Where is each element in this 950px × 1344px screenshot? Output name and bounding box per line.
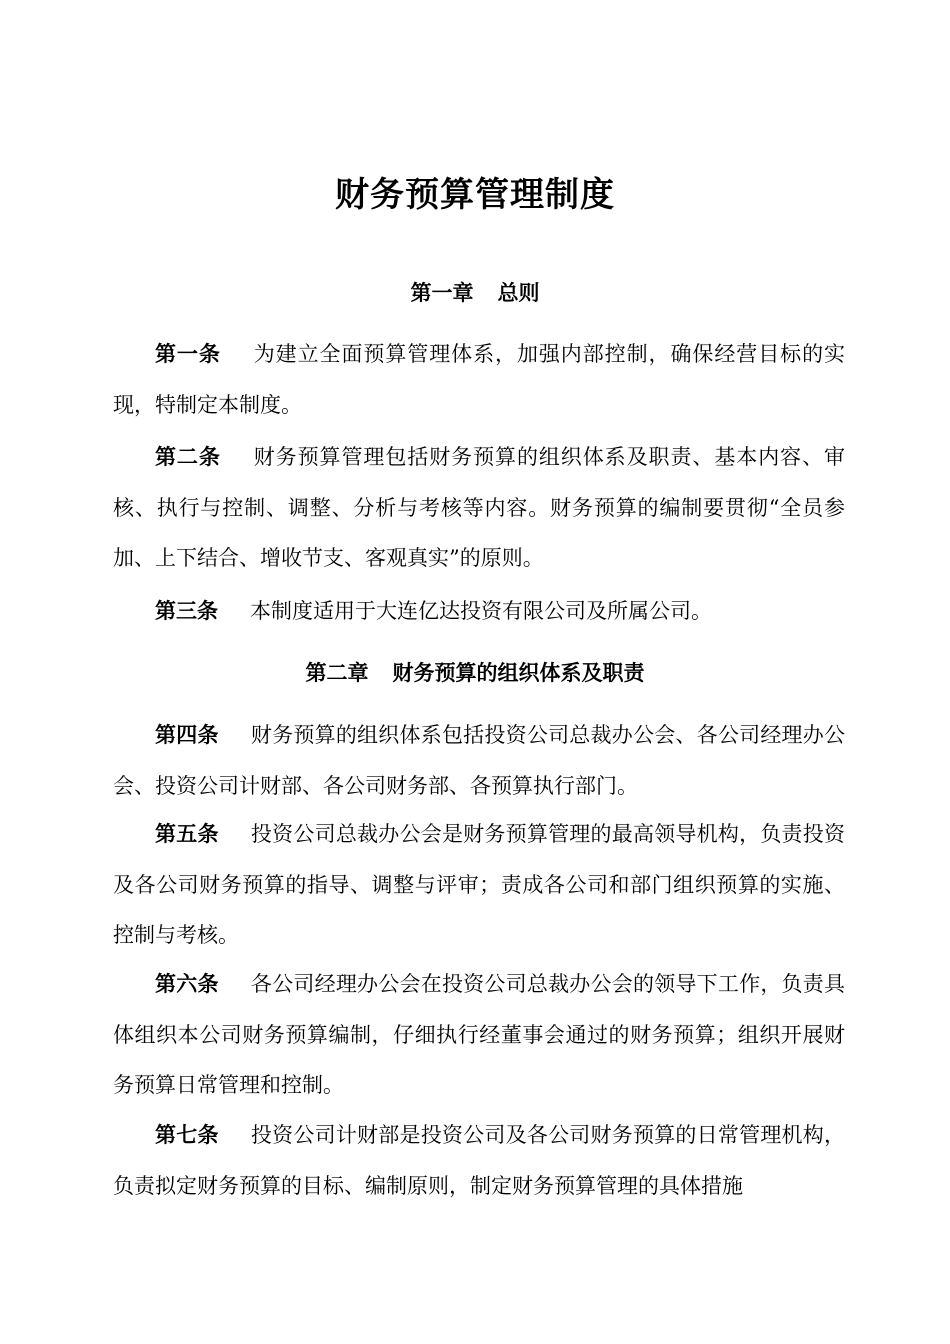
article-paragraph [113,329,845,430]
article-text: 为建立全面预算管理体系，加强内部控制，确保经营目标的实现，特制定本制度。 [113,342,846,417]
chapter-title: 财务预算的组织体系及职责 [392,661,645,685]
article-text: 投资公司总裁办公会是财务预算管理的最高领导机构，负责投资及各公司财务预算的指导、调整与评审；责成各公司和部门组织预算的实施、控制与考核。 [113,822,846,947]
chapter-heading [0,657,950,689]
article-text: 财务预算的组织体系包括投资公司总裁办公会、各公司经理办公会、投资公司计财部、各公司财务部、各预算执行部门。 [113,723,846,798]
chapter-title: 总则 [497,281,540,305]
article-number: 第四条 [155,723,219,747]
article-paragraph [113,432,845,584]
article-text: 财务预算管理包括财务预算的组织体系及职责、基本内容、审核、执行与控制、调整、分析与考核等内容。财务预算的编制要贯彻“全员参加、上下结合、增收节支、客观真实”的原则。 [113,445,846,570]
document-title: 财务预算管理制度 [335,175,615,215]
article-paragraph [113,959,845,1111]
article-paragraph [113,586,845,637]
article-number: 第六条 [155,972,219,996]
chapter-number: 第二章 [305,661,369,685]
article-paragraph [113,809,845,961]
article-number: 第二条 [155,445,221,469]
article-number: 第一条 [155,342,221,366]
article-text: 本制度适用于大连亿达投资有限公司及所属公司。 [250,599,712,623]
chapter-heading [0,277,950,309]
chapter-number: 第一章 [410,281,474,305]
article-text: 各公司经理办公会在投资公司总裁办公会的领导下工作，负责具体组织本公司财务预算编制，仔细执行经董事会通过的财务预算；组织开展财务预算日常管理和控制。 [113,972,846,1097]
article-paragraph [113,1110,845,1211]
article-number: 第五条 [155,822,219,846]
article-text: 投资公司计财部是投资公司及各公司财务预算的日常管理机构，负责拟定财务预算的目标、编制原则，制定财务预算管理的具体措施 [113,1123,846,1198]
article-number: 第七条 [155,1123,219,1147]
article-paragraph [113,710,845,811]
article-number: 第三条 [155,599,218,623]
